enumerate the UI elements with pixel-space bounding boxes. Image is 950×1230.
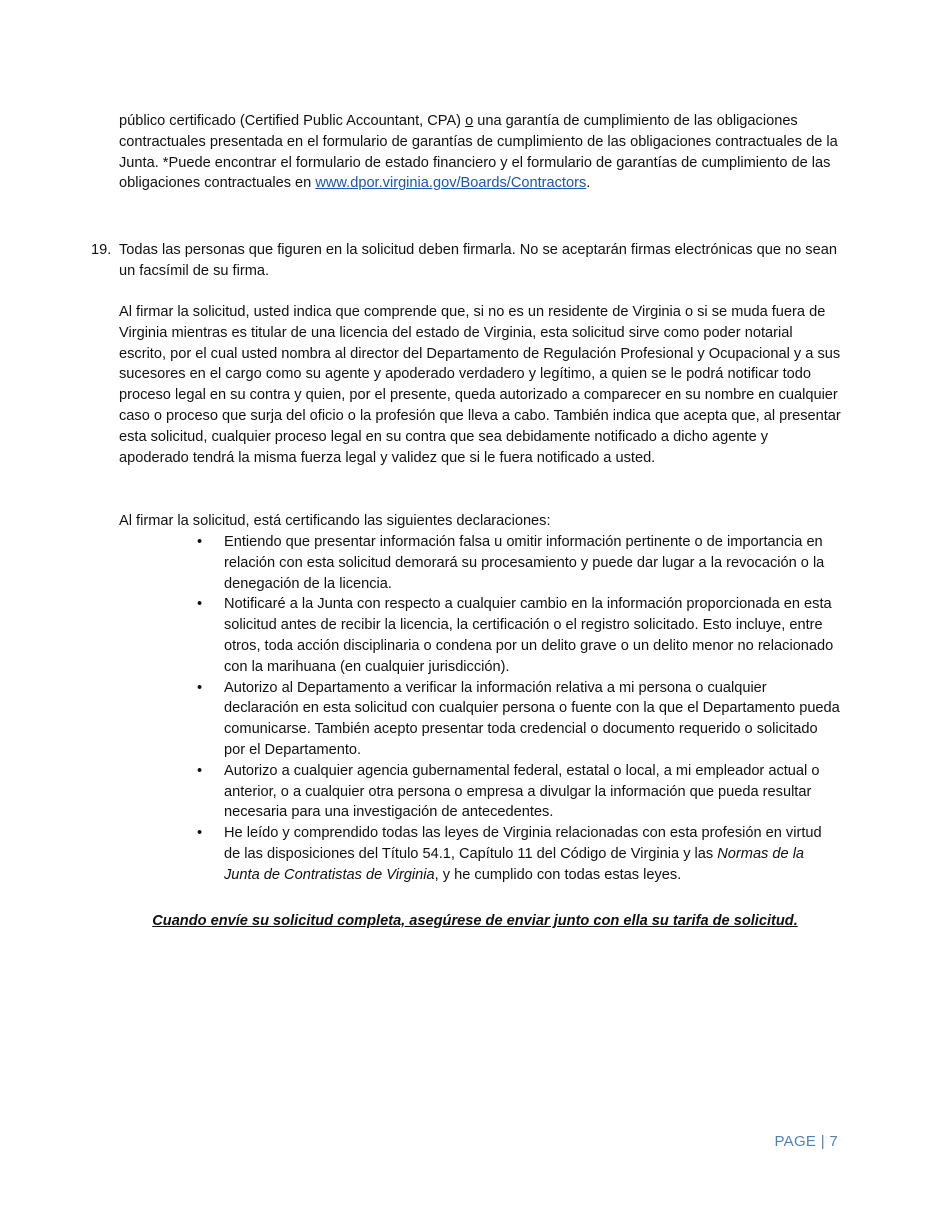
page-number: PAGE | 7 [774, 1133, 838, 1150]
item-19-number: 19. [91, 242, 112, 258]
financial-statement-paragraph [119, 111, 841, 194]
declaration-text: Autorizo al Departamento a verificar la información relativa a mi persona o cualquier declaración en esta solicitud con cualquier persona o fuente con la que el Departamento pueda comunicarse. También acepto presentar toda credencial o documento requerido o solicitado por el Departamento. [224, 679, 840, 758]
declaration-item [197, 761, 841, 823]
board-rules-title: Normas de la Junta de Contratistas de Virginia [224, 845, 805, 883]
bullet-icon: • [197, 534, 203, 550]
declaration-text: Entiendo que presentar información falsa u omitir información pertinente o de importancia en relación con esta solicitud demorará su procesamiento y puede dar lugar a la revocación o la denegación de la licencia. [224, 534, 825, 592]
bullet-icon: • [197, 679, 203, 696]
intro-end: . [586, 175, 591, 192]
intro-text-a: público certificado (Certified Public Accountant, CPA) [119, 113, 466, 129]
declaration-text-b: , y he cumplido con todas estas leyes. [434, 866, 682, 883]
dpor-contractors-link[interactable]: www.dpor.virginia.gov/Boards/Contractors [315, 175, 587, 192]
declaration-item [197, 823, 841, 885]
declarations-list [197, 532, 841, 886]
declaration-item [197, 678, 841, 761]
bullet-icon: • [197, 762, 203, 779]
declaration-text-a: He leído y comprendido todas las leyes de Virginia relacionadas con esta profesión en virtud de las disposiciones del Título 54.1, Capítulo 11 del Código de Virginia y las [224, 825, 822, 862]
intro-or-word: o [465, 113, 474, 129]
bullet-icon: • [197, 596, 203, 613]
bullet-icon: • [197, 825, 203, 842]
intro-text-b: una garantía de cumplimiento de las obligaciones contractuales presentada en el formulario de garantías de cumplimiento de las obligaciones contractuales de la Junta. *Puede encontrar el formulario de estado financiero y el formulario de garantías de cumplimiento de las obligaciones contractuales en [119, 113, 838, 192]
declaration-text: Notificaré a la Junta con respecto a cualquier cambio en la información proporcionada en esta solicitud antes de recibir la licencia, la certificación o el registro solicitado. Esto incluye, entre otros, toda acción disciplinaria o condena por un delito grave o un delito menor no relacionado con la marihuana (en cualquier jurisdicción). [224, 596, 834, 675]
power-of-attorney-paragraph: Al firmar la solicitud, usted indica que comprende que, si no es un residente de Virginia o si se muda fuera de Virginia mientras es titular de una licencia del estado de Virginia, esta solicitud sirve como poder notarial escrito, por el cual usted nombra al director del Departamento de Regulación Profesional y Ocupacional y a sus sucesores en el cargo como su agente y apoderado verdadero y legítimo, a quien se le podrá notificar todo proceso legal en su contra y quien, por el presente, queda autorizado a comparecer en su nombre en cualquier caso o proceso que surja del oficio o la profesión que lleva a cabo. También indica que acepta que, al presentar esta solicitud, cualquier proceso legal en su contra que sea debidamente notificado a dicho agente y apoderado tendrá la misma fuerza legal y validez que si le fuera notificado a usted. [119, 304, 841, 466]
closing-notice: Cuando envíe su solicitud completa, asegúrese de enviar junto con ella su tarifa de solicitud. [152, 913, 798, 929]
declaration-item [197, 594, 841, 677]
declaration-item [197, 532, 841, 594]
declarations-intro: Al firmar la solicitud, está certificando las siguientes declaraciones: [119, 513, 551, 529]
declaration-text: Autorizo a cualquier agencia gubernamental federal, estatal o local, a mi empleador actual o anterior, o a cualquier otra persona o empresa a divulgar la información que pueda resultar necesaria para una investigación de antecedentes. [224, 762, 820, 821]
item-19-text: Todas las personas que figuren en la solicitud deben firmarla. No se aceptarán firmas electrónicas que no sean un facsímil de su firma. [119, 242, 837, 279]
